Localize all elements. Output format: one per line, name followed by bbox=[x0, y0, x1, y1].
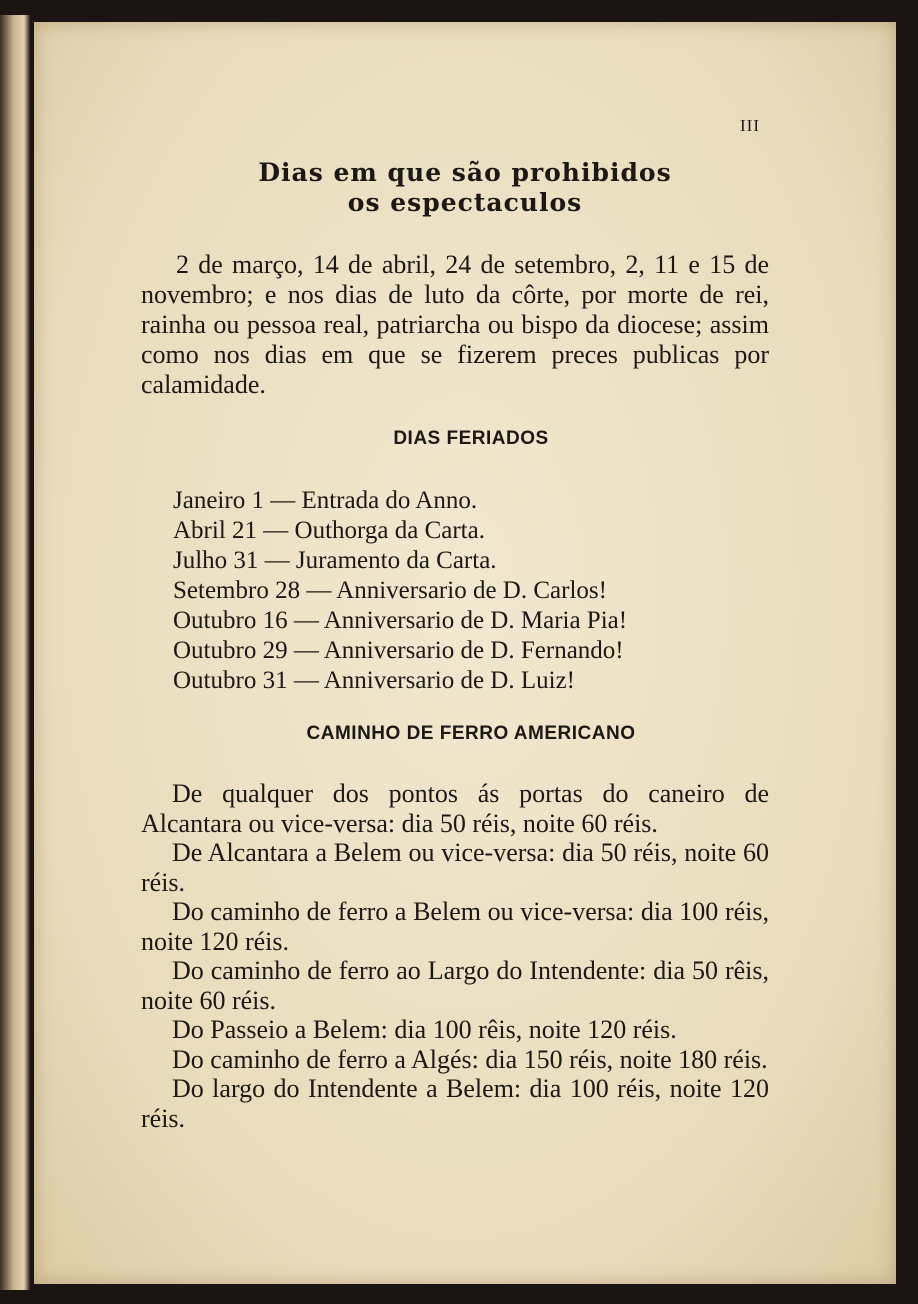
fare-paragraph: De qualquer dos pontos ás portas do caneiro de Alcantara ou vice-versa: dia 50 réis, noite 60 réis. bbox=[141, 779, 769, 838]
holiday-item: Setembro 28 — Anniversario de D. Carlos! bbox=[173, 577, 607, 604]
holiday-item: Outubro 31 — Anniversario de D. Luiz! bbox=[173, 667, 576, 694]
fare-paragraph: Do caminho de ferro ao Largo do Intendente: dia 50 rêis, noite 60 réis. bbox=[141, 956, 769, 1015]
fare-paragraph: Do Passeio a Belem: dia 100 rêis, noite 120 réis. bbox=[172, 1015, 677, 1044]
holiday-item: Abril 21 — Outhorga da Carta. bbox=[173, 517, 485, 544]
holiday-item: Julho 31 — Juramento da Carta. bbox=[173, 547, 497, 574]
fare-paragraph: Do largo do Intendente a Belem: dia 100 réis, noite 120 réis. bbox=[141, 1074, 769, 1133]
fare-paragraph: De Alcantara a Belem ou vice-versa: dia 50 réis, noite 60 réis. bbox=[141, 838, 769, 897]
book-page bbox=[34, 22, 896, 1284]
tram-fares bbox=[141, 779, 769, 1133]
holiday-item: Janeiro 1 — Entrada do Anno. bbox=[173, 487, 478, 514]
holidays-list bbox=[173, 486, 627, 696]
holiday-item: Outubro 29 — Anniversario de D. Fernando! bbox=[173, 637, 624, 664]
tram-heading: CAMINHO DE FERRO AMERICANO bbox=[306, 723, 636, 744]
holiday-item: Outubro 16 — Anniversario de D. Maria Pia! bbox=[173, 607, 628, 634]
fare-paragraph: Do caminho de ferro a Belem ou vice-versa: dia 100 réis, noite 120 réis. bbox=[141, 897, 769, 956]
section-title-line-1: Dias em que são prohibidos bbox=[258, 158, 672, 187]
holidays-heading: DIAS FERIADOS bbox=[393, 428, 549, 449]
section-title-line-2: os espectaculos bbox=[347, 188, 583, 217]
intro-paragraph: 2 de março, 14 de abril, 24 de setembro, 2, 11 e 15 de novembro; e nos dias de luto da côrte, por morte de rei, rainha ou pessoa real, patriarcha ou bispo da diocese; assim como nos dias em que se fizerem preces publicas por calamidade. bbox=[141, 250, 769, 399]
adjacent-page-edge bbox=[0, 15, 30, 1290]
fare-paragraph: Do caminho de ferro a Algés: dia 150 réis, noite 180 réis. bbox=[172, 1044, 768, 1074]
page-number: III bbox=[740, 116, 760, 135]
